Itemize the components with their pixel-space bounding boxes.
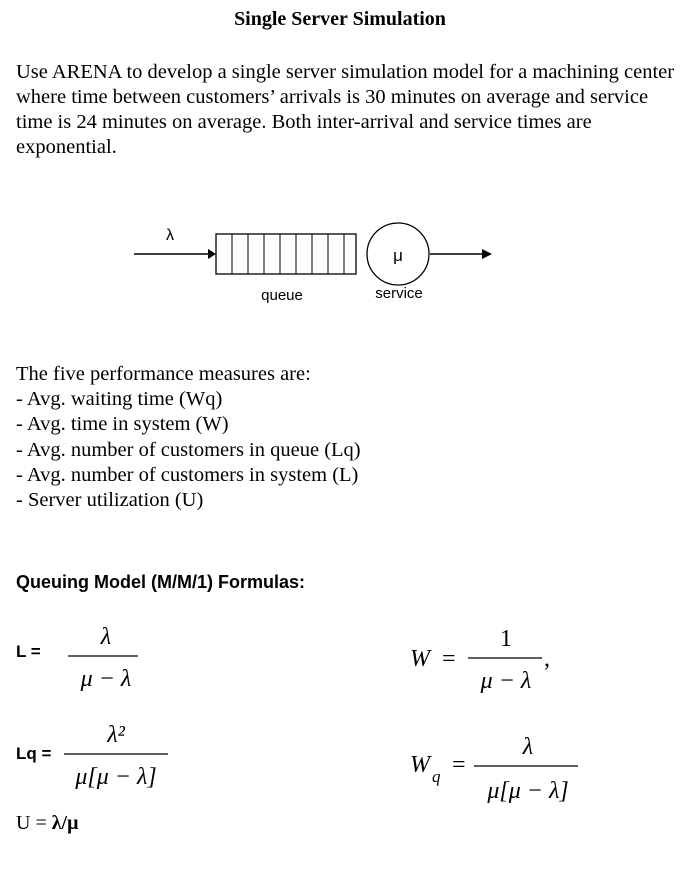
formula-u-prefix: U =: [16, 812, 52, 834]
formula-w-comma: ,: [544, 646, 550, 672]
formula-lq-fraction: [60, 712, 172, 798]
intro-paragraph: [16, 60, 676, 160]
measure-item: - Server utilization (U): [16, 489, 204, 512]
formula-lq-denominator: μ[μ − λ]: [75, 764, 157, 790]
formula-wq: [406, 722, 582, 812]
formula-w-equals: =: [442, 646, 456, 672]
formula-l-denominator: μ − λ: [80, 666, 132, 692]
formula-u-expression: λ/μ: [51, 812, 79, 834]
queue-label: queue: [261, 287, 303, 304]
measure-item: - Avg. number of customers in system (L): [16, 463, 359, 486]
formulas-heading: Queuing Model (M/M/1) Formulas:: [16, 572, 305, 592]
arrival-symbol: λ: [166, 227, 174, 244]
formula-wq-denominator: μ[μ − λ]: [487, 778, 569, 804]
intro-text: Use ARENA to develop a single server simulation model for a machining center where time between customers’ arrivals is 30 minutes on average and service time is 24 minutes on average. Both inter-arrival and service times are exponential.: [16, 61, 675, 158]
formula-wq-symbol: W: [410, 752, 430, 778]
measure-item: - Avg. number of customers in queue (Lq): [16, 438, 361, 461]
service-label: service: [375, 285, 423, 302]
formula-u: [16, 812, 78, 835]
measure-item: - Avg. time in system (W): [16, 413, 229, 436]
formula-w: [404, 618, 584, 700]
formula-l-label: L =: [16, 642, 41, 661]
formula-lq-label: Lq =: [16, 744, 52, 763]
queue-diagram: [126, 208, 526, 338]
formula-wq-equals: =: [452, 752, 466, 778]
formula-w-numerator: 1: [500, 626, 512, 652]
service-symbol: μ: [393, 246, 403, 265]
queue-buffer: [216, 234, 356, 274]
measure-item: - Avg. waiting time (Wq): [16, 388, 223, 411]
formula-lq-numerator: λ²: [107, 722, 125, 748]
formula-w-denominator: μ − λ: [480, 668, 532, 694]
formula-wq-subscript: q: [432, 767, 441, 786]
departure-arrow: [430, 249, 492, 259]
page-title: Single Server Simulation: [234, 8, 446, 30]
formula-l-fraction: [62, 614, 142, 700]
formula-l-numerator: λ: [100, 624, 112, 650]
formula-w-symbol: W: [410, 646, 430, 672]
measures-intro: The five performance measures are:: [16, 363, 311, 385]
server-node: [367, 223, 429, 285]
performance-measures: [16, 362, 576, 513]
arrival-arrow: [134, 249, 216, 259]
formula-wq-numerator: λ: [522, 734, 534, 760]
